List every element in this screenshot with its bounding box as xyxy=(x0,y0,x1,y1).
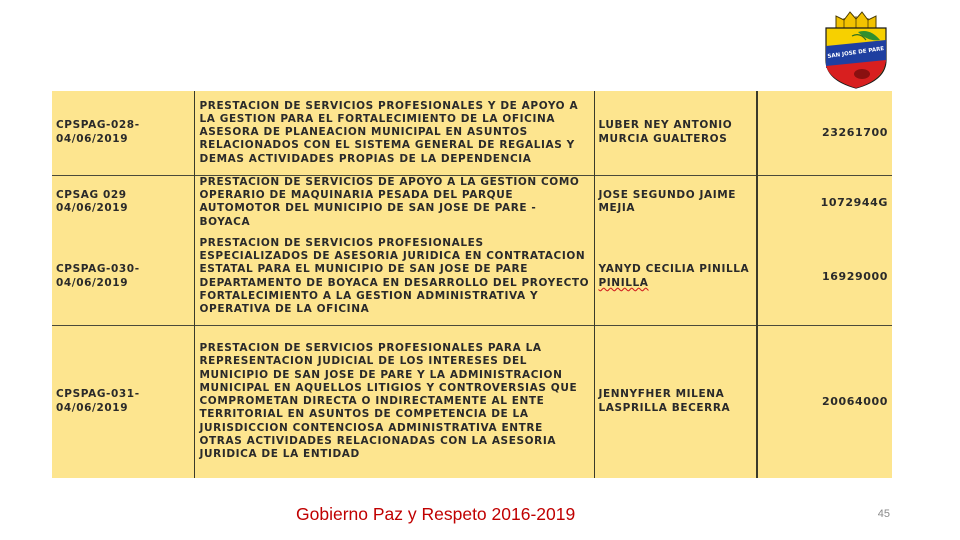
table-row xyxy=(52,229,892,325)
crest-banner-text: SAN JOSE DE PARE xyxy=(827,46,885,60)
table-row xyxy=(52,91,892,175)
contractor-name: YANYD CECILIA PINILLA PINILLA xyxy=(594,229,757,325)
contract-code: CPSPAG-030- 04/06/2019 xyxy=(52,229,194,325)
municipal-crest-logo xyxy=(822,10,890,90)
contract-description: PRESTACION DE SERVICIOS PROFESIONALES ESPECIALIZADOS DE ASESORIA JURIDICA EN CONTRATACION ESTATAL PARA EL MUNICIPIO DE SAN JOSE DE PARE DEPARTAMENTO DE BOYACA EN DESARROLLO DEL PROYECTO FORTALECIMIENTO A LA GESTION ADMINISTRATIVA Y OPERATIVA DE LA OFICINA xyxy=(194,229,594,325)
page-number: 45 xyxy=(877,508,890,520)
contract-id: 20064000 xyxy=(757,325,892,478)
contract-id: 16929000 xyxy=(821,270,888,284)
contract-code: CPSPAG-031- 04/06/2019 xyxy=(52,325,194,478)
table-row xyxy=(52,175,892,229)
contractor-name: JENNYFHER MILENA LASPRILLA BECERRA xyxy=(594,325,757,478)
contractor-name: LUBER NEY ANTONIO MURCIA GUALTEROS xyxy=(594,91,757,175)
contract-description: PRESTACION DE SERVICIOS PROFESIONALES PARA LA REPRESENTACION JUDICIAL DE LOS INTERESES DEL MUNICIPIO DE SAN JOSE DE PARE Y LA ADMINISTRACION MUNICIPAL EN AQUELLOS LITIGIOS Y CONTROVERSIAS QUE COMPROMETAN DIRECTA O INDIRECTAMENTE AL ENTE TERRITORIAL EN ASUNTOS DE COMPETENCIA DE LA JURISDICCION CONTENCIOSA ADMINISTRATIVA ENTRE OTRAS ACTIVIDADES RELACIONADAS CON LA ASESORIA JURIDICA DE LA ENTIDAD xyxy=(194,325,594,478)
contract-description: PRESTACION DE SERVICIOS PROFESIONALES Y DE APOYO A LA GESTION PARA EL FORTALECIMIENTO DE LA OFICINA ASESORA DE PLANEACION MUNICIPAL EN ASUNTOS RELACIONADOS CON EL SISTEMA GENERAL DE REGALIAS Y DEMAS ACTIVIDADES PROPIAS DE LA DEPENDENCIA xyxy=(194,91,594,175)
contract-description: PRESTACION DE SERVICIOS DE APOYO A LA GESTION COMO OPERARIO DE MAQUINARIA PESADA DEL PARQUE AUTOMOTOR DEL MUNICIPIO DE SAN JOSE DE PARE - BOYACA xyxy=(194,175,594,229)
contract-code: CPSAG 029 04/06/2019 xyxy=(52,175,194,229)
contract-id: 1072944G xyxy=(757,175,892,229)
contract-code: CPSPAG-028- 04/06/2019 xyxy=(52,91,194,175)
table-row xyxy=(52,325,892,478)
contract-id: 23261700 xyxy=(821,126,888,140)
contracts-table xyxy=(52,91,892,478)
misspelled-word: PINILLA xyxy=(598,276,649,289)
contractor-name: JOSE SEGUNDO JAIME MEJIA xyxy=(594,175,757,229)
footer-slogan: Gobierno Paz y Respeto 2016-2019 xyxy=(296,504,576,524)
